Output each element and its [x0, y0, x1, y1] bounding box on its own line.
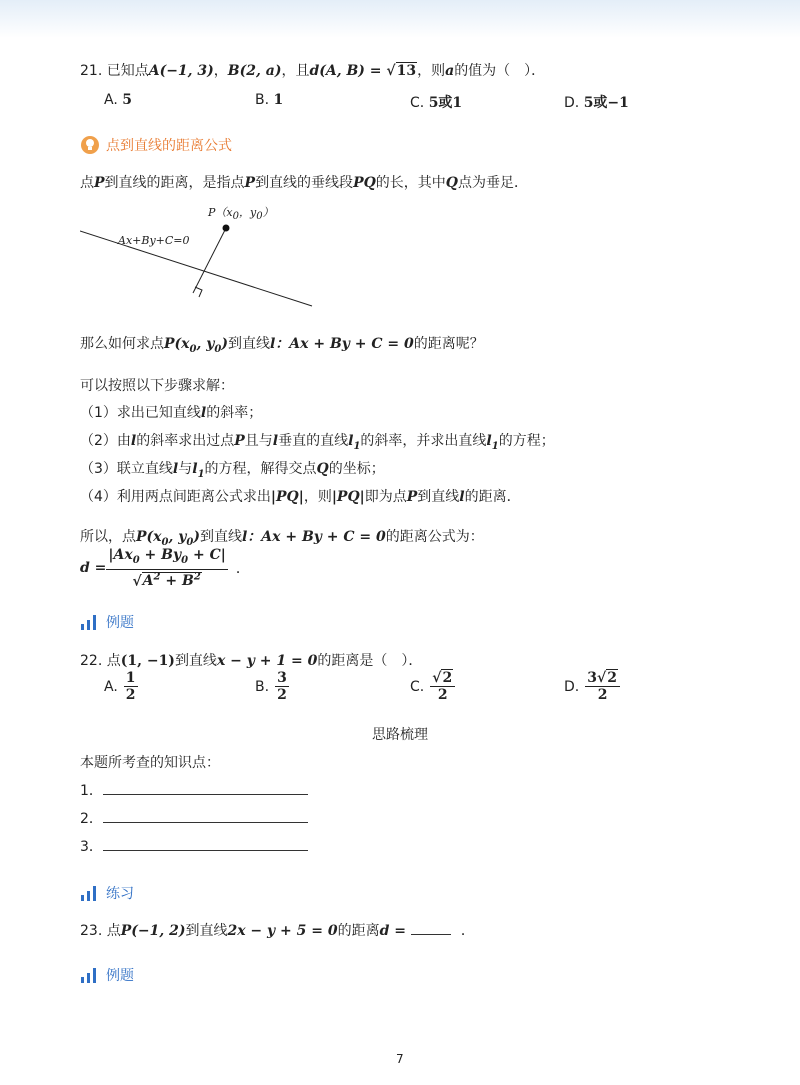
knowledge-prompt: 本题所考查的知识点：: [80, 755, 220, 771]
section-example-heading-2: 例题: [80, 965, 134, 985]
q22-option-c[interactable]: C. $\frac{√2}{2}$: [410, 670, 455, 703]
analysis-title: 思路梳理: [372, 727, 428, 743]
question-23: 23. 点P(−1, 2)到直线2x − y + 5 = 0的距离d = ．: [80, 920, 475, 940]
definition-text: 点P到直线的距离，是指点P到直线的垂线段PQ的长，其中Q点为垂足．: [80, 175, 528, 191]
question-line-text: 那么如何求点$P(x_0$, $y_0$)到直线l：Ax + By + C = 0的距离呢？: [80, 336, 484, 355]
blank-line-2[interactable]: 2．: [80, 808, 308, 828]
option-c[interactable]: C. 5或1: [410, 95, 463, 111]
question-21: 21. 已知点A(−1, 3)，B(2, a)，且d(A, B) = √13，则a的值为（ ）．: [80, 63, 546, 79]
step-1: （1）求出已知直线l的斜率；: [80, 405, 263, 421]
bar-chart-icon: [80, 614, 100, 630]
top-header-band: [0, 0, 800, 38]
blank-line-1[interactable]: 1．: [80, 780, 308, 800]
line-equation-label: Ax+By+C=0: [118, 234, 190, 247]
section-example-heading: 例题: [80, 612, 134, 632]
distance-figure: [80, 200, 320, 310]
page-number: 7: [396, 1052, 404, 1066]
formula-fraction: $\frac{|Ax_0 + By_0 + C|}{√A^2 + B^2}$: [108, 547, 226, 590]
question-22: 22. 点(1, −1)到直线x − y + 1 = 0的距离是（ ）．: [80, 653, 423, 669]
option-d[interactable]: D. 5或−1: [564, 95, 629, 111]
section-practice-heading: 练习: [80, 883, 134, 903]
bulb-icon: [80, 135, 100, 155]
step-3: （3）联立直线l与$l_1$的方程，解得交点Q的坐标；: [80, 461, 385, 480]
question-number: 21.: [80, 63, 103, 79]
step-4: （4）利用两点间距离公式求出|PQ|，则|PQ|即为点P到直线l的距离．: [80, 489, 521, 505]
bar-chart-icon: [80, 967, 100, 983]
section-formula-heading: 点到直线的距离公式: [80, 135, 232, 155]
q22-option-b[interactable]: B. $\frac{3}{2}$: [255, 670, 287, 703]
conclusion-text: 所以，点$P(x_0$, $y_0$)到直线l：Ax + By + C = 0的距离公式为：: [80, 529, 484, 548]
q22-option-d[interactable]: D. $\frac{3√2}{2}$: [564, 670, 620, 703]
step-2: （2）由l的斜率求出过点P且与l垂直的直线$l_1$的斜率，并求出直线$l_1$的方程；: [80, 433, 555, 452]
point-p-label: $P(x_0$，$y_0$）: [208, 206, 274, 223]
distance-formula: d = $\frac{|Ax_0 + By_0 + C|}{√A^2 + B^2}$ ．: [80, 547, 250, 590]
sqrt-13: √13: [386, 63, 417, 79]
blank-line-3[interactable]: 3．: [80, 836, 308, 856]
perpendicular-diagram: [80, 200, 320, 310]
option-a[interactable]: A. 5: [104, 92, 132, 108]
bar-chart-icon: [80, 885, 100, 901]
q22-option-a[interactable]: A. $\frac{1}{2}$: [104, 670, 136, 703]
steps-intro: 可以按照以下步骤求解：: [80, 378, 234, 394]
option-b[interactable]: B. 1: [255, 92, 284, 108]
answer-blank[interactable]: [411, 920, 451, 935]
